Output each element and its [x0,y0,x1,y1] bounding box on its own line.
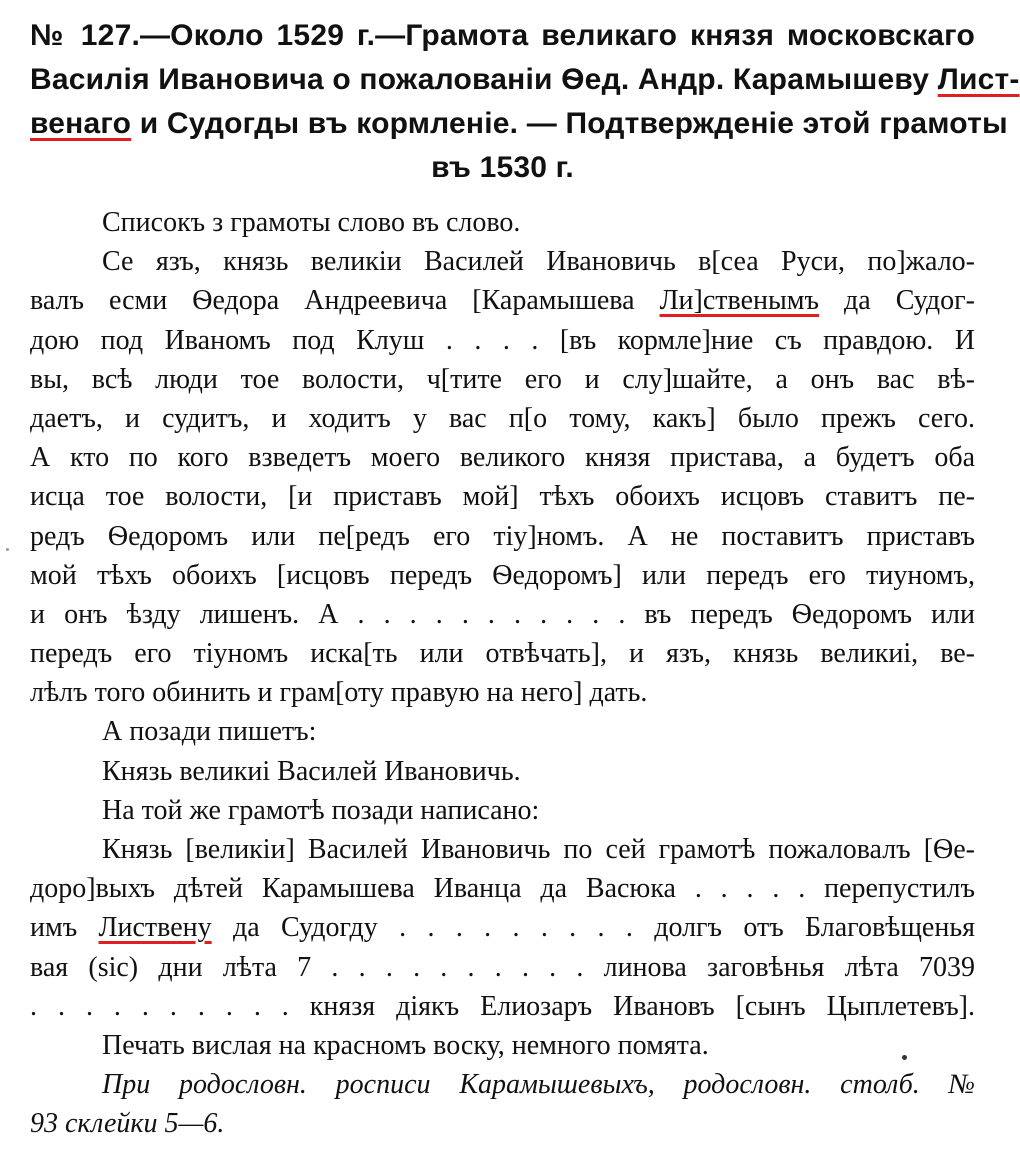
body-line-17: Князь [великіи] Василей Ивановичь по сей грамотѣ пожаловалъ [Ѳе- [102,834,975,865]
body-line-3: валъ есми Ѳедора Андреевича [Карамышева Ли]ственымъ да Судог- [30,285,975,317]
body-line-15: Князь великиі Василей Ивановичь. [102,755,521,787]
highlighted-word: Листвену [98,912,212,944]
print-speck [6,548,9,551]
body-line-19: имъ Листвену да Судогду . . . . . . . . . долгъ отъ Благовѣщенья [30,912,975,944]
print-speck [902,1055,907,1060]
body-line-9: редъ Ѳедоромъ или пе[редъ его тіу]номъ. А не поставитъ приставъ [30,520,975,552]
title-line-4: въ 1530 г. [431,151,574,184]
document-title [30,14,1020,190]
highlighted-word: Лист- [937,63,1020,96]
highlighted-word: венаго [30,107,132,140]
document-body [30,203,975,1144]
body-line-18: доро]выхъ дѣтей Карамышева Иванца да Васюка . . . . . перепустилъ [30,873,975,905]
body-line-5: вы, всѣ люди тое волости, ч[тите его и слу]шайте, а онъ вас вѣ- [30,363,975,395]
source-note-line-2: 93 склейки 5—6. [30,1108,225,1140]
title-line-1: № 127.—Около 1529 г.—Грамота великаго князя московскаго [30,19,975,52]
body-line-11: и онъ ѣзду лишенъ. А . . . . . . . . . . . въ передъ Ѳедоромъ или [30,598,975,630]
body-line-2: Се язъ, князь великіи Василей Ивановичь в[сеа Руси, по]жало- [102,246,975,278]
title-line-2: Василія Ивановича о пожалованіи Ѳед. Андр. Карамышеву Лист- [30,63,1020,96]
body-line-20: вая (sic) дни лѣта 7 . . . . . . . . . . линова заговѣнья лѣта 7039 [30,951,975,983]
body-line-1: Списокъ з грамоты слово въ слово. [102,207,521,238]
highlighted-word: Ли]ственымъ [659,285,820,317]
body-line-8: исца тое волости, [и приставъ мой] тѣхъ обоихъ исцовъ ставитъ пе- [30,481,975,513]
body-line-13: лѣлъ того обинить и грам[оту правую на него] дать. [30,677,648,709]
source-note-line-1: При родословн. росписи Карамышевыхъ, родословн. столб. № [102,1069,975,1101]
body-line-6: даетъ, и судитъ, и ходитъ у вас п[о тому, какъ] было прежъ сего. [30,402,975,434]
body-line-12: передъ его тіуномъ иска[ть или отвѣчать], и язъ, князь великиі, ве- [30,638,975,670]
body-line-21: . . . . . . . . . . князя діякъ Елиозаръ Ивановъ [сынъ Цыплетевъ]. [30,990,975,1022]
body-line-7: А кто по кого взведетъ моего великого князя пристава, а будетъ оба [30,442,975,474]
body-line-10: мой тѣхъ обоихъ [исцовъ передъ Ѳедоромъ] или передъ его тиуномъ, [30,559,975,591]
body-line-4: дою под Иваномъ под Клуш . . . . [въ кормле]ние съ правдою. И [30,324,975,356]
title-line-3: венаго и Судогды въ кормленіе. — Подтвержденіе этой грамоты [30,107,1008,140]
body-line-22: Печать вислая на красномъ воску, немного помята. [102,1029,709,1061]
body-line-16: На той же грамотѣ позади написано: [102,794,540,826]
body-line-14: А позади пишетъ: [102,716,317,748]
